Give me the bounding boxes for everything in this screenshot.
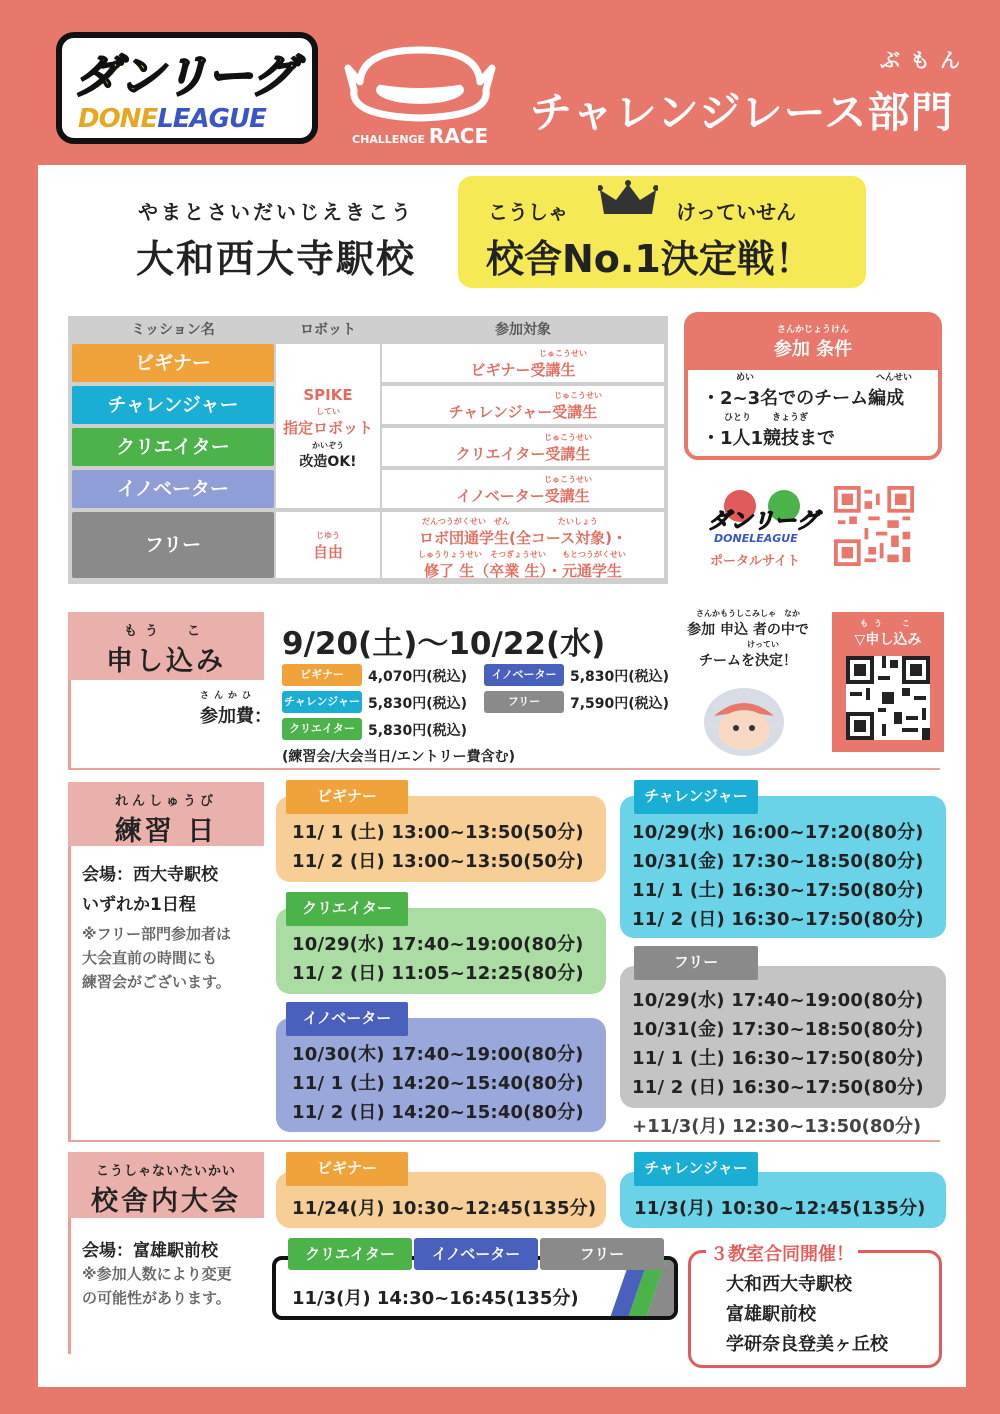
table-header-target: 参加対象 [495, 322, 551, 338]
practice-innovator-row-2: 11/ 1 (土) 14:20~15:40(80分) [292, 1073, 584, 1094]
joint-title: ３教室合同開催！ [706, 1240, 858, 1266]
table-header-robot: ロボット [300, 322, 356, 338]
fee-beginner: 4,070円(税込) [368, 669, 468, 685]
conditions-head: さんかじょうけん 参加 条件 [688, 316, 938, 370]
robot-ruby-2: かいぞう [312, 441, 344, 450]
practice-free-row-2: 10/31(金) 17:30~18:50(80分) [632, 1019, 924, 1040]
practice-beginner-row-1: 11/ 1 (土) 13:00~13:50(50分) [292, 822, 584, 843]
apply-qr-code[interactable] [846, 656, 930, 740]
mission-creator: クリエイター [72, 428, 274, 466]
robot-cell [276, 344, 380, 508]
joint-schools [726, 1270, 888, 1360]
practice-creator-card [276, 899, 606, 994]
practice-free-row-3: 11/ 1 (土) 16:30~17:50(80分) [632, 1048, 924, 1069]
practice-beginner-row-2: 11/ 2 (日) 13:00~13:50(50分) [292, 851, 584, 872]
speech-bubble: さんかもうしこみしゃ なか 参加 申込 者の中で けってい チームを決定！ [687, 609, 809, 669]
practice-free-extra: +11/3(月) 12:30~13:50(80分) [632, 1116, 922, 1137]
practice-pick: いずれか1日程 [82, 895, 196, 915]
tournament-challenger-row: 11/3(月) 10:30~12:45(135分) [634, 1198, 926, 1219]
mission-challenger: チャレンジャー [72, 386, 274, 424]
practice-free-row-1: 10/29(水) 17:40~19:00(80分) [632, 990, 924, 1011]
page-title: チャレンジレース部門 [530, 88, 954, 137]
practice-note: ※フリー部門参加者は 大会直前の時間にも 練習会がございます。 [82, 925, 231, 991]
mascot-icon [694, 680, 794, 760]
headline-box [458, 176, 866, 288]
mission-free: フリー [72, 512, 274, 578]
tournament-combined-row: 11/3(月) 14:30~16:45(135分) [292, 1288, 579, 1309]
fee-creator: 5,830円(税込) [368, 723, 468, 739]
title-ruby: ぶもん [880, 48, 970, 72]
joint-school-3: 学研奈良登美ヶ丘校 [726, 1334, 888, 1355]
practice-challenger-tag: チャレンジャー [634, 780, 758, 814]
practice-innovator-tag: イノベーター [286, 1002, 408, 1036]
headline-text: 校舎No.1決定戦！ [486, 237, 813, 281]
robot-designated: 指定ロボット [282, 419, 373, 437]
doneleague-logo [56, 32, 318, 144]
school-ruby: やまとさいだいじえきこう [138, 200, 414, 224]
practice-challenger-row-4: 11/ 2 (日) 16:30~17:50(80分) [632, 909, 924, 930]
target-cell-beginner: じゅこうせい ビギナー受講生 [382, 344, 664, 382]
target-cell-innovator: じゅこうせい イノベーター受講生 [382, 470, 664, 508]
tournament-innovator-tag: イノベーター [414, 1238, 538, 1270]
tournament-beginner-row: 11/24(月) 10:30~12:45(135分) [292, 1198, 597, 1219]
tournament-challenger-card [620, 1159, 946, 1228]
fee-badge-challenger: チャレンジャー [282, 691, 362, 713]
race-mascot-icon [340, 42, 500, 126]
practice-free-card [620, 953, 946, 1108]
practice-innovator-card [276, 1009, 606, 1132]
practice-challenger-row-3: 11/ 1 (土) 16:30~17:50(80分) [632, 880, 924, 901]
fee-challenger: 5,830円(税込) [368, 696, 468, 712]
apply-section-line [68, 680, 71, 770]
fee-badge-beginner: ビギナー [282, 664, 362, 686]
divider-1 [68, 768, 940, 770]
practice-creator-row-2: 11/ 2 (日) 11:05~12:25(80分) [292, 963, 584, 984]
practice-challenger-card [620, 787, 946, 938]
conditions-box: さんかじょうけん 参加 条件 めい へんせい ・2~3名でのチーム編成 ひとり きょうぎ ・1人1競技まで [684, 312, 942, 460]
practice-beginner-tag: ビギナー [286, 780, 408, 814]
condition-team: ・2~3名でのチーム編成 [702, 388, 905, 409]
tournament-creator-tag: クリエイター [288, 1238, 412, 1270]
portal-label: ポータルサイト [710, 554, 801, 569]
robot-spike: SPIKE [303, 386, 353, 404]
practice-venue: 会場：西大寺駅校 [82, 865, 218, 885]
robot-free-ruby: じゆう [316, 531, 340, 540]
crown-icon [598, 180, 658, 220]
fee-ruby: さんかひ [200, 691, 257, 701]
apply-section-label: もう こ 申し込み [68, 612, 264, 680]
tournament-beginner-card [276, 1159, 606, 1228]
fee-note: (練習会/大会当日/エントリー費含む) [282, 749, 516, 765]
fee-innovator: 5,830円(税込) [570, 669, 670, 685]
practice-challenger-row-2: 10/31(金) 17:30~18:50(80分) [632, 851, 924, 872]
joint-school-1: 大和西大寺駅校 [726, 1274, 852, 1295]
joint-school-2: 富雄駅前校 [726, 1304, 816, 1325]
practice-creator-tag: クリエイター [286, 892, 408, 926]
practice-creator-row-1: 10/29(水) 17:40~19:00(80分) [292, 934, 584, 955]
tournament-beginner-tag: ビギナー [286, 1152, 408, 1186]
school-name: 大和西大寺駅校 [136, 237, 417, 281]
fee-free: 7,590円(税込) [570, 696, 670, 712]
robot-free: 自由 [312, 543, 343, 561]
conditions-title: 参加 条件 [773, 339, 853, 360]
target-cell-free: だんつうがくせい ぜん たいしょう ロボ団通学生(全コース対象)・ しゅうりょうせい そつぎょうせい もとつうがくせい 修了 生（卒業 生）・元通学生 [382, 512, 664, 578]
practice-challenger-row-1: 10/29(水) 16:00~17:20(80分) [632, 822, 924, 843]
practice-section-label: れんしゅうび 練習 日 [68, 782, 264, 846]
apply-period: 9/20(土)〜10/22(水) [282, 626, 606, 662]
fee-label: 参加費： [200, 706, 272, 727]
robot-modify-ok: 改造OK! [299, 454, 357, 470]
tournament-section-label: こうしゃないたいかい 校舎内大会 [68, 1152, 264, 1218]
practice-free-row-4: 11/ 2 (日) 16:30~17:50(80分) [632, 1077, 924, 1098]
practice-free-tag: フリー [634, 946, 758, 980]
headline-ruby-2: けっていせん [676, 200, 796, 224]
divider-2 [68, 1140, 940, 1142]
tournament-venue: 会場：富雄駅前校 [82, 1241, 218, 1261]
tournament-section-line [68, 1218, 71, 1354]
robot-ruby-1: してい [316, 407, 340, 416]
logo-en: DONELEAGUE [78, 104, 266, 134]
tournament-challenger-tag: チャレンジャー [634, 1152, 758, 1186]
fee-badge-creator: クリエイター [282, 718, 362, 740]
mission-beginner: ビギナー [72, 344, 274, 382]
tournament-free-tag: フリー [540, 1238, 664, 1270]
apply-qr-label: ▽申し込み [854, 632, 922, 648]
robot-free-cell [276, 512, 380, 578]
target-cell-challenger: じゅこうせい チャレンジャー受講生 [382, 386, 664, 424]
practice-section-line [68, 846, 71, 1142]
practice-innovator-row-3: 11/ 2 (日) 14:20~15:40(80分) [292, 1102, 584, 1123]
logo-jp: ダンリーグ [74, 49, 295, 103]
portal-site-link[interactable]: ダンリーグ DONELEAGUE ポータルサイト [706, 484, 822, 570]
fee-badge-free: フリー [484, 691, 564, 713]
portal-qr-code[interactable] [834, 486, 914, 566]
practice-innovator-row-1: 10/30(木) 17:40~19:00(80分) [292, 1044, 584, 1065]
mission-innovator: イノベーター [72, 470, 274, 508]
apply-qr-panel: もう こ ▽申し込み [832, 612, 944, 752]
table-header-mission: ミッション名 [131, 322, 215, 338]
practice-beginner-card [276, 787, 606, 882]
target-cell-creator: じゅこうせい クリエイター受講生 [382, 428, 664, 466]
headline-ruby-1: こうしゃ [488, 200, 568, 224]
condition-one-event: ・1人1競技まで [702, 428, 836, 449]
challenge-race-logo: CHALLENGE RACE [340, 42, 500, 152]
tournament-note: ※参加人数により変更 の可能性があります。 [82, 1265, 232, 1307]
fee-badge-innovator: イノベーター [484, 664, 564, 686]
